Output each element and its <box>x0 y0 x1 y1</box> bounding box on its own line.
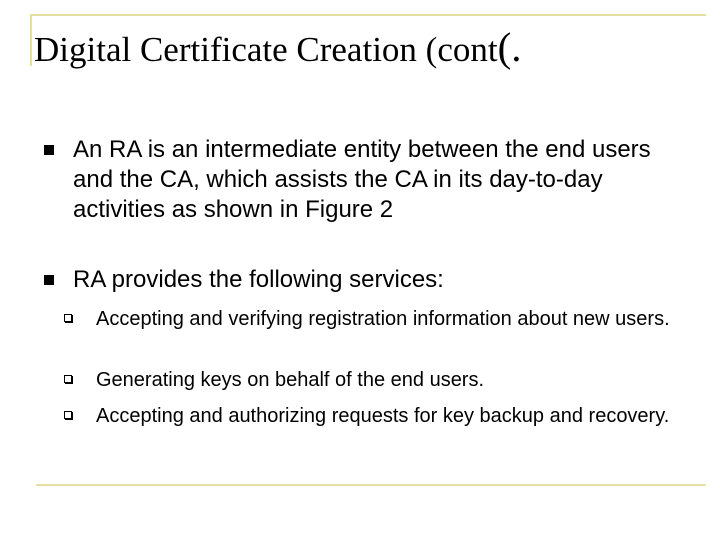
sub-bullet-text: Generating keys on behalf of the end users. <box>96 369 485 391</box>
hollow-square-bullet-icon <box>64 375 72 383</box>
slide-title-tail: (. <box>497 24 522 70</box>
bottom-rule <box>36 484 706 486</box>
sub-bullet-text: Accepting and verifying registration information about new users. <box>96 308 670 330</box>
bullet-text: An RA is an intermediate entity between the end users and the CA, which assists the CA in its day-to-day activities as shown in Figure 2 <box>73 136 651 223</box>
bullet-item <box>73 135 673 225</box>
hollow-square-bullet-icon <box>64 411 72 419</box>
sub-bullet-item <box>96 404 696 429</box>
hollow-square-bullet-icon <box>64 314 72 322</box>
sub-bullet-text: Accepting and authorizing requests for key backup and recovery. <box>96 405 670 427</box>
bullet-item <box>73 265 673 295</box>
sub-bullet-item <box>96 368 696 393</box>
filled-square-bullet-icon <box>44 275 54 285</box>
slide-title-text: Digital Certificate Creation (cont <box>34 30 498 69</box>
slide-title <box>34 26 522 71</box>
filled-square-bullet-icon <box>44 145 54 155</box>
bullet-text: RA provides the following services: <box>73 266 444 293</box>
sub-bullet-item <box>96 307 676 332</box>
top-rule <box>30 14 706 16</box>
left-rule <box>30 14 32 66</box>
